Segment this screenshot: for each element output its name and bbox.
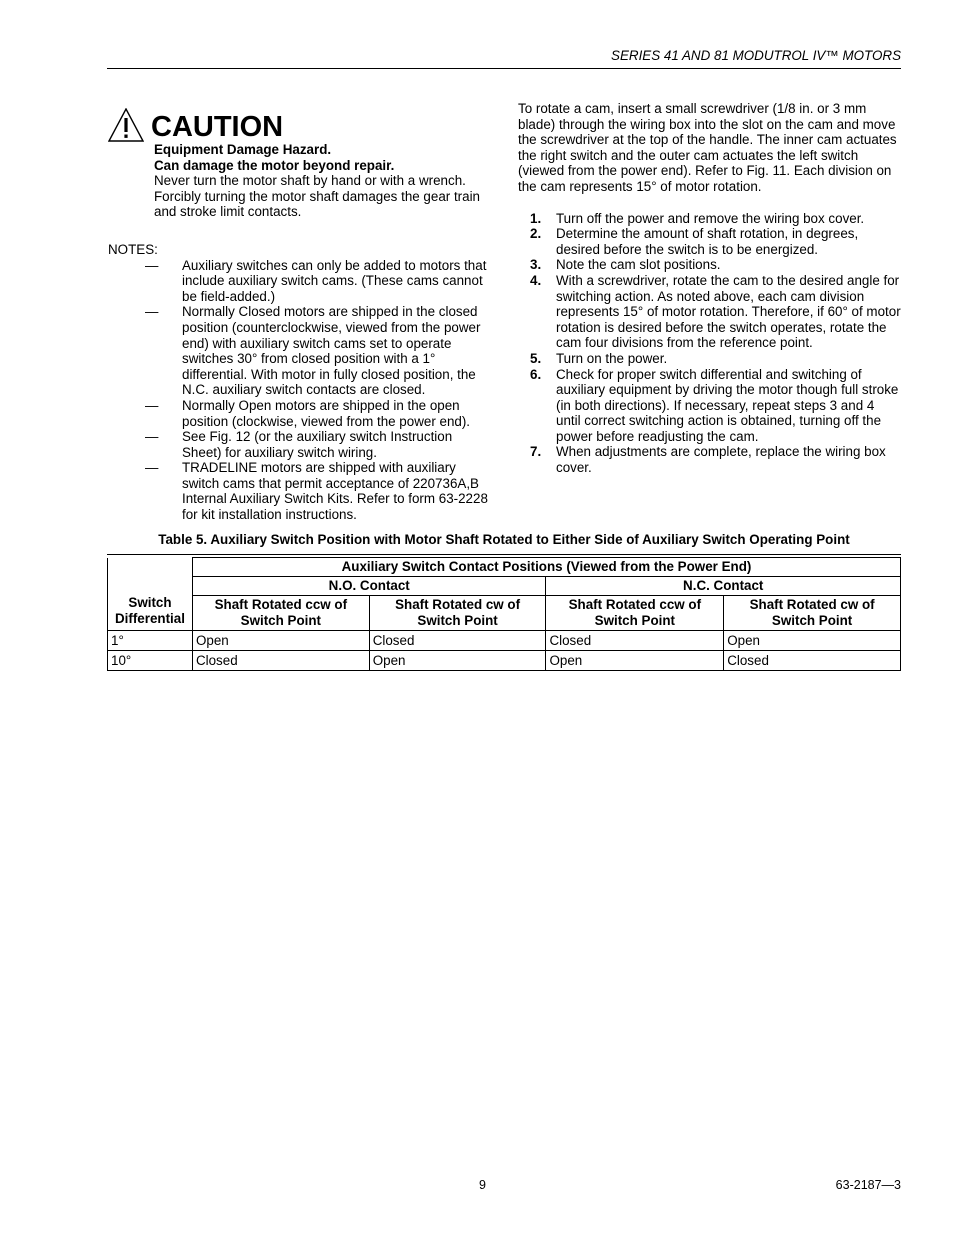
- step-number: 5.: [530, 350, 542, 366]
- step-item: [518, 211, 902, 227]
- step-text: Determine the amount of shaft rotation, in degrees, desired before the switch is to be energized.: [556, 226, 859, 257]
- step-number: 4.: [530, 272, 542, 288]
- step-item: [518, 226, 902, 257]
- table-container: [107, 554, 901, 671]
- step-number: 1.: [530, 210, 542, 226]
- table-cell: Open: [192, 631, 369, 651]
- right-column: [518, 101, 902, 476]
- running-header: SERIES 41 AND 81 MODUTROL IV™ MOTORS: [611, 48, 901, 63]
- table-cell: Closed: [192, 651, 369, 671]
- note-item: [108, 460, 493, 522]
- warning-triangle-icon: [108, 108, 144, 142]
- nc-contact-header: N.C. Contact: [546, 577, 901, 596]
- table-cell: 10°: [108, 651, 193, 671]
- intro-paragraph: To rotate a cam, insert a small screwdriver (1/8 in. or 3 mm blade) through the wiring box into the slot on the cam and move the screwdriver at the top of the handle. The inner cam actuates the right switch and the outer cam actuates the left switch (viewed from the power end). Refer to Fig. 11. Each division on the cam represents 15° of motor rotation.: [518, 101, 897, 194]
- step-number: 6.: [530, 366, 542, 382]
- note-dash: —: [145, 429, 159, 445]
- no-contact-header: N.O. Contact: [192, 577, 546, 596]
- document-number: 63-2187—3: [835, 1178, 901, 1192]
- step-item: [518, 444, 902, 475]
- table-cell: Open: [546, 651, 724, 671]
- table-header-row: [108, 596, 901, 631]
- column-header: Shaft Rotated ccw of Switch Point: [546, 596, 724, 631]
- step-text: Turn on the power.: [556, 350, 668, 366]
- step-text: When adjustments are complete, replace the wiring box cover.: [556, 444, 886, 476]
- note-text: Auxiliary switches can only be added to motors that include auxiliary switch cams. (These cams cannot be field-added.): [182, 257, 487, 304]
- table-cell: Open: [369, 651, 546, 671]
- column-header: Shaft Rotated cw of Switch Point: [369, 596, 546, 631]
- step-number: 3.: [530, 257, 542, 273]
- page-number: 9: [479, 1178, 486, 1192]
- table-row: [108, 631, 901, 651]
- caution-body: [154, 142, 493, 220]
- left-column: [108, 104, 493, 523]
- step-item: [518, 273, 902, 351]
- step-text: Note the cam slot positions.: [556, 257, 721, 273]
- table-caption: Table 5. Auxiliary Switch Position with Motor Shaft Rotated to Either Side of Auxiliary Switch Operating Point: [158, 532, 850, 547]
- step-text: Turn off the power and remove the wiring box cover.: [556, 210, 865, 226]
- note-dash: —: [145, 257, 159, 273]
- table-header-row: [108, 558, 901, 577]
- note-dash: —: [145, 397, 159, 413]
- note-text: Normally Closed motors are shipped in the closed position (counterclockwise, viewed from the power end) with auxiliary switch cams set to operate switches 30° from closed position with a 1° differential. With motor in fully closed position, the N.C. auxiliary switch contacts are closed.: [182, 304, 481, 398]
- caution-hazard: Equipment Damage Hazard.: [154, 142, 332, 157]
- caution-consequence: Can damage the motor beyond repair.: [154, 157, 395, 173]
- column-header: Shaft Rotated ccw of Switch Point: [192, 596, 369, 631]
- column-header: Shaft Rotated cw of Switch Point: [724, 596, 901, 631]
- step-text: Check for proper switch differential and switching of auxiliary equipment by driving the motor though full stroke (in both directions). If necessary, repeat steps 3 and 4 until correct switching action is obtained, turning off the power before readjusting the cam.: [556, 366, 899, 444]
- step-item: [518, 351, 902, 367]
- caution-instruction: Never turn the motor shaft by hand or with a wrench. Forcibly turning the motor shaft damages the gear train and stroke limit contacts.: [154, 173, 481, 220]
- step-item: [518, 367, 902, 445]
- table-cell: Open: [724, 631, 901, 651]
- step-item: [518, 257, 902, 273]
- table-cell: Closed: [546, 631, 724, 651]
- step-text: With a screwdriver, rotate the cam to the desired angle for switching action. As noted above, each cam division represents 15° of motor rotation. Therefore, if 60° of motor rotation is desired before the switch operates, rotate the cam four divisions from the reference point.: [556, 272, 901, 351]
- steps-list: [518, 211, 902, 476]
- table-row: [108, 651, 901, 671]
- note-text: See Fig. 12 (or the auxiliary switch Instruction Sheet) for auxiliary switch wiring.: [182, 429, 453, 460]
- switch-differential-header: Switch Differential: [108, 558, 193, 631]
- note-item: [108, 429, 493, 460]
- table-cell: Closed: [369, 631, 546, 651]
- step-number: 2.: [530, 226, 542, 242]
- note-item: [108, 258, 493, 305]
- note-dash: —: [145, 460, 159, 476]
- step-number: 7.: [530, 444, 542, 460]
- note-item: [108, 304, 493, 398]
- notes-list: [108, 258, 493, 523]
- switch-position-table: [107, 557, 901, 671]
- notes-label: NOTES:: [108, 241, 158, 257]
- note-text: TRADELINE motors are shipped with auxiliary switch cams that permit acceptance of 220736A,B Internal Auxiliary Switch Kits. Refer to form 63-2228 for kit installation instructions.: [182, 460, 488, 523]
- caution-title: CAUTION: [151, 111, 284, 143]
- note-text: Normally Open motors are shipped in the open position (clockwise, viewed from the power end).: [182, 397, 471, 429]
- table-header-row: [108, 577, 901, 596]
- note-dash: —: [145, 304, 159, 320]
- header-rule: [107, 68, 901, 69]
- note-item: [108, 398, 493, 429]
- table-cell: Closed: [724, 651, 901, 671]
- contact-positions-header: Auxiliary Switch Contact Positions (Viewed from the Power End): [192, 558, 900, 577]
- table-cell: 1°: [108, 631, 193, 651]
- caution-heading: [108, 104, 493, 142]
